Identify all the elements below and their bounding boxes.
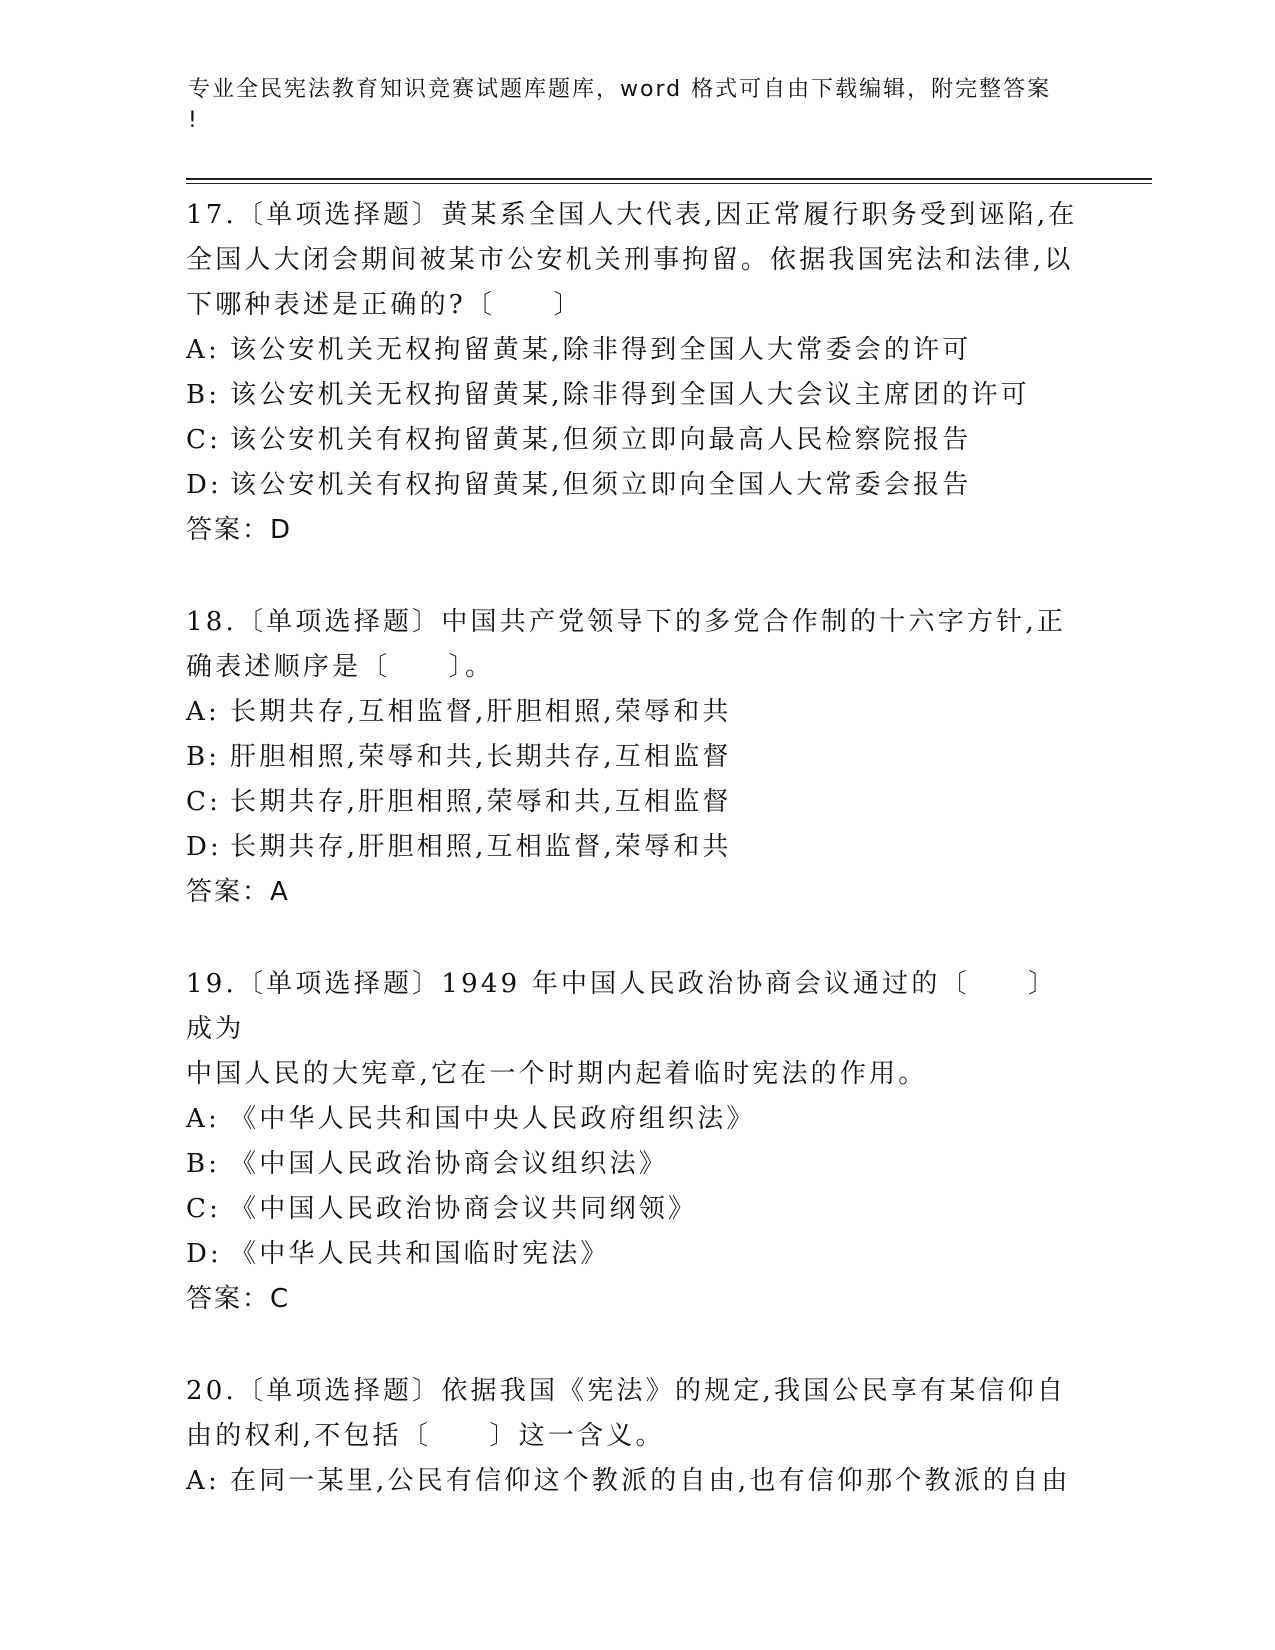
option-text: 《中华人民共和国临时宪法》 [230, 1239, 610, 1269]
option-key: C: [186, 1194, 222, 1224]
option-a [186, 1097, 1086, 1142]
question-stem [186, 600, 1086, 690]
header-line-2: ! [188, 108, 199, 133]
option-d [186, 1232, 1086, 1277]
option-text: 该公安机关有权拘留黄某,但须立即向最高人民检察院报告 [230, 425, 972, 455]
stem-line: 20.〔单项选择题〕依据我国《宪法》的规定,我国公民享有某信仰自 [186, 1376, 1067, 1406]
option-text: 该公安机关有权拘留黄某,但须立即向全国人大常委会报告 [230, 470, 972, 500]
header-divider-bottom [186, 183, 1152, 184]
option-key: C: [186, 425, 222, 455]
option-key: B: [186, 742, 221, 772]
question-19 [186, 962, 1086, 1322]
option-key: B: [186, 1149, 221, 1179]
stem-line: 17.〔单项选择题〕黄某系全国人大代表,因正常履行职务受到诬陷,在 [186, 200, 1078, 230]
answer-line: 答案：C [186, 1284, 291, 1314]
answer-line: 答案：A [186, 877, 290, 907]
option-key: A: [186, 697, 220, 727]
option-key: B: [186, 380, 221, 410]
question-list [186, 193, 1086, 1551]
option-b [186, 373, 1086, 418]
document-header [188, 74, 1068, 136]
option-key: A: [186, 335, 220, 365]
option-a [186, 328, 1086, 373]
option-c [186, 418, 1086, 463]
option-key: A: [186, 1104, 220, 1134]
question-20 [186, 1369, 1086, 1504]
option-key: D: [186, 1239, 223, 1269]
option-a [186, 1459, 1086, 1504]
option-key: D: [186, 470, 223, 500]
header-divider-top [186, 178, 1152, 180]
option-text: 在同一某里,公民有信仰这个教派的自由,也有信仰那个教派的自由 [230, 1466, 1071, 1496]
option-text: 《中国人民政治协商会议组织法》 [230, 1149, 669, 1179]
question-stem [186, 193, 1086, 328]
option-c [186, 1187, 1086, 1232]
question-18 [186, 600, 1086, 915]
option-text: 《中华人民共和国中央人民政府组织法》 [230, 1104, 756, 1134]
stem-line: 中国人民的大宪章,它在一个时期内起着临时宪法的作用。 [186, 1059, 928, 1089]
option-b [186, 735, 1086, 780]
option-text: 长期共存,肝胆相照,互相监督,荣辱和共 [230, 832, 732, 862]
option-d [186, 825, 1086, 870]
option-d [186, 463, 1086, 508]
option-text: 该公安机关无权拘留黄某,除非得到全国人大会议主席团的许可 [230, 380, 1030, 410]
question-stem [186, 962, 1086, 1097]
question-stem [186, 1369, 1086, 1459]
option-a [186, 690, 1086, 735]
answer-line: 答案：D [186, 515, 293, 545]
stem-line: 18.〔单项选择题〕中国共产党领导下的多党合作制的十六字方针,正 [186, 607, 1067, 637]
option-key: A: [186, 1466, 220, 1496]
stem-line: 19.〔单项选择题〕1949 年中国人民政治协商会议通过的〔 〕成为 [186, 969, 1058, 1044]
option-text: 长期共存,互相监督,肝胆相照,荣辱和共 [230, 697, 732, 727]
option-b [186, 1142, 1086, 1187]
option-c [186, 780, 1086, 825]
stem-line: 全国人大闭会期间被某市公安机关刑事拘留。依据我国宪法和法律,以 [186, 245, 1074, 275]
option-text: 该公安机关无权拘留黄某,除非得到全国人大常委会的许可 [230, 335, 972, 365]
stem-line: 下哪种表述是正确的?〔 〕 [186, 290, 583, 320]
option-key: C: [186, 787, 222, 817]
question-17 [186, 193, 1086, 553]
stem-line: 确表述顺序是〔 〕。 [186, 652, 495, 682]
option-text: 肝胆相照,荣辱和共,长期共存,互相监督 [230, 742, 732, 772]
option-text: 《中国人民政治协商会议共同纲领》 [230, 1194, 698, 1224]
option-text: 长期共存,肝胆相照,荣辱和共,互相监督 [230, 787, 732, 817]
stem-line: 由的权利,不包括〔 〕这一含义。 [186, 1421, 665, 1451]
option-key: D: [186, 832, 223, 862]
header-line-1: 专业全民宪法教育知识竞赛试题库题库，word 格式可自由下载编辑，附完整答案 [188, 77, 1052, 102]
